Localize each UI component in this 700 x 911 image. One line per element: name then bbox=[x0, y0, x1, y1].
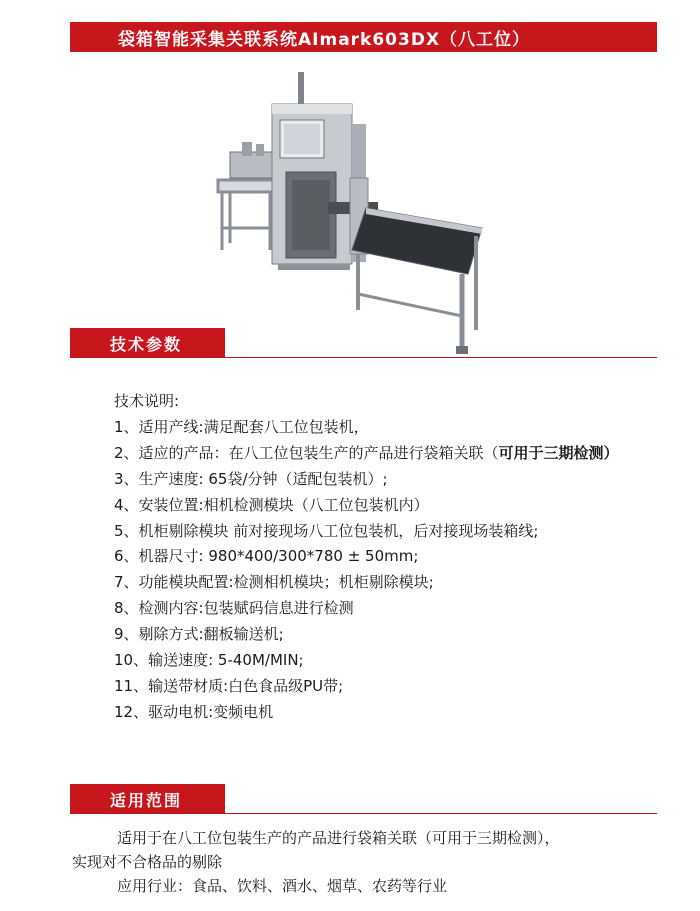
output-table bbox=[352, 208, 482, 354]
title-bar bbox=[70, 22, 657, 52]
spec-list bbox=[114, 389, 674, 726]
scope-line: 实现对不合格品的剔除 bbox=[72, 853, 223, 871]
spec-intro: 技术说明: bbox=[114, 392, 180, 410]
spec-item: 10、输送速度: 5-40M/MIN; bbox=[114, 651, 304, 670]
spec-item: 4、安装位置:相机检测模块（八工位包装机内） bbox=[114, 495, 429, 514]
spec-item: 7、功能模块配置:检测相机模块；机柜剔除模块; bbox=[114, 573, 434, 592]
spec-item: 5、机柜剔除模块 前对接现场八工位包装机，后对接现场装箱线; bbox=[114, 521, 539, 540]
spec-item: 9、剔除方式:翻板输送机; bbox=[114, 625, 284, 644]
spec-item: 11、输送带材质:白色食品级PU带; bbox=[114, 676, 344, 695]
tech-section-tag bbox=[70, 328, 225, 358]
scope-section-tag bbox=[70, 784, 225, 814]
inspection-machine-photo bbox=[200, 68, 500, 358]
spec-item bbox=[114, 441, 654, 467]
scope-line: 应用行业：食品、饮料、酒水、烟草、农药等行业 bbox=[117, 877, 448, 895]
spec-item: 1、适用产线:满足配套八工位包装机， bbox=[114, 417, 369, 436]
spec-item: 8、检测内容:包装赋码信息进行检测 bbox=[114, 599, 354, 618]
tech-section-rule bbox=[225, 357, 657, 358]
page-title: 袋箱智能采集关联系统AImark603DX（八工位） bbox=[118, 29, 531, 50]
tech-section-title: 技术参数 bbox=[110, 334, 183, 354]
feeder-table bbox=[218, 180, 276, 250]
spec-item: 12、驱动电机:变频电机 bbox=[114, 702, 274, 721]
feeder-head bbox=[230, 142, 278, 178]
scope-section-title: 适用范围 bbox=[110, 790, 183, 810]
scope-section-rule bbox=[225, 813, 657, 814]
scope-text bbox=[72, 826, 672, 898]
spec-item: 6、机器尺寸: 980*400/300*780 ± 50mm; bbox=[114, 547, 419, 566]
scope-line: 适用于在八工位包装生产的产品进行袋箱关联（可用于三期检测）， bbox=[117, 829, 560, 847]
spec-item-bold: 可用于三期检测） bbox=[498, 443, 619, 462]
spec-item: 3、生产速度: 65袋/分钟（适配包装机）; bbox=[114, 469, 388, 488]
spec-item-text: 2、适应的产品：在八工位包装生产的产品进行袋箱关联（ bbox=[114, 443, 499, 462]
